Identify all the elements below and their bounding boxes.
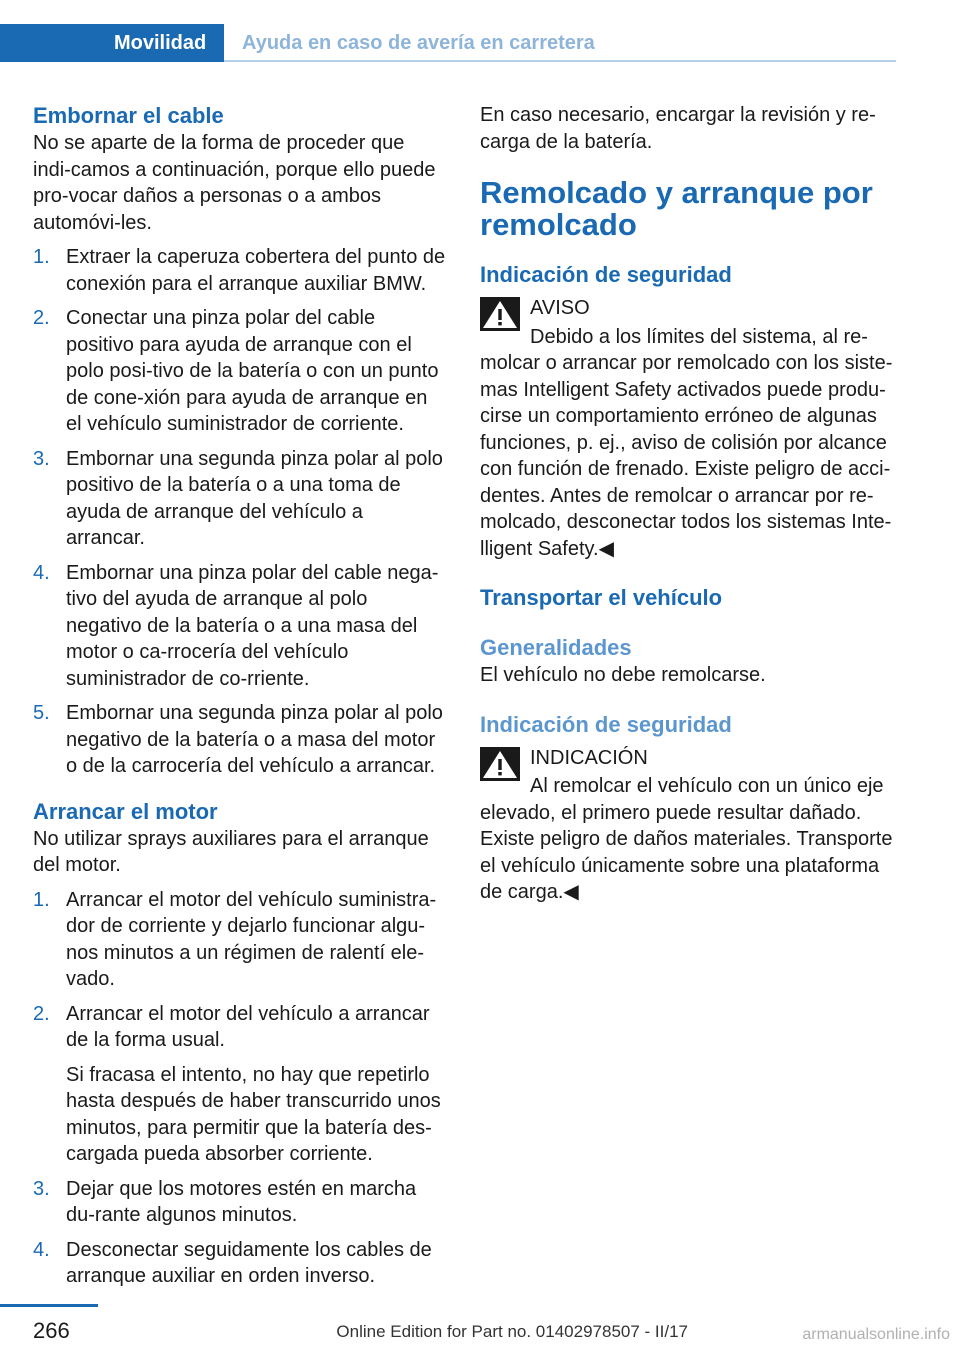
list-number: 4. (33, 1238, 50, 1261)
list-number: 3. (33, 447, 50, 470)
list-item (33, 1237, 447, 1290)
list-item (33, 700, 447, 780)
warning-triangle-icon (480, 747, 520, 781)
section-tab (0, 24, 224, 62)
warning-label: AVISO (530, 297, 590, 319)
chapter-tab (224, 24, 896, 62)
warning-text: molcar o arrancar por remolcado con los siste‐mas Intelligent Safety activados puede produ‐cirse un comportamiento erróneo de algunas funciones, p. ej., aviso de colisión por alcance con función de frenado. Existe peligro de acci‐dentes. Antes de remolcar o arrancar por re‐molcado, desconectar todos los sistemas Inte‐lligent Safety.◀ (480, 352, 893, 560)
list-text: Arrancar el motor del vehículo suministra‐dor de corriente y dejarlo funcionar algu‐nos minutos a un régimen de ralentí ele‐vado. (66, 888, 437, 990)
paragraph-embornar: No se aparte de la forma de proceder que indi‐camos a continuación, porque ello puede pro‐vocar daños a personas o a ambos automóvi‐les. (33, 132, 436, 234)
list-item (33, 446, 447, 552)
list-note: Si fracasa el intento, no hay que repetirlo hasta después de haber transcurrido unos minutos, para permitir que la batería des‐cargada pueda absorber corriente. (66, 1063, 441, 1165)
heading-seguridad-1: Indicación de seguridad (480, 262, 732, 287)
list-number: 5. (33, 702, 50, 724)
list-text: Embornar una segunda pinza polar al polo positivo de la batería o a una toma de ayuda de arranque del vehículo a arrancar. (66, 447, 443, 549)
list-item (33, 560, 447, 693)
list-text: Dejar que los motores estén en marcha du‐rante algunos minutos. (66, 1177, 417, 1226)
heading-arrancar: Arrancar el motor (33, 798, 218, 824)
list-text: Conectar una pinza polar del cable positivo para ayuda de arranque con el polo posi‐tivo de la batería o con un punto de cone‐xión para ayuda de arranque en el vehículo suministrador de corriente. (66, 307, 439, 435)
warning-text: elevado, el primero puede resultar dañado. Existe peligro de daños materiales. Transporte el vehículo únicamente sobre una plataforma de carga.◀ (480, 801, 893, 903)
steps-embornar (33, 244, 447, 780)
list-number: 3. (33, 1177, 50, 1200)
list-item (33, 1176, 447, 1229)
warning-triangle-icon (480, 297, 520, 331)
list-number: 4. (33, 561, 50, 584)
list-number: 2. (33, 1002, 50, 1025)
heading-seguridad-2: Indicación de seguridad (480, 711, 732, 737)
list-item (33, 1001, 447, 1168)
page-number: 266 (33, 1318, 70, 1343)
heading-remolcado: Remolcado y arranque por remolcado (480, 175, 873, 242)
watermark: armanualsonline.info (802, 1326, 950, 1343)
heading-transportar: Transportar el vehículo (480, 585, 723, 610)
list-text: Desconectar seguidamente los cables de arranque auxiliar en orden inverso. (66, 1238, 432, 1287)
steps-arrancar (33, 887, 447, 1290)
warning-aviso (480, 295, 894, 562)
list-text: Extraer la caperuza cobertera del punto de conexión para el arranque auxiliar BMW. (66, 246, 446, 295)
list-item (33, 305, 447, 438)
list-text: Embornar una pinza polar del cable nega‐tivo del ayuda de arranque al polo negativo de la batería o a una masa del motor o ca‐rrocería del vehículo suministrador de co‐rriente. (66, 561, 439, 690)
section-label: Movilidad (114, 32, 207, 54)
warning-text-first: Debido a los límites del sistema, al re‐ (530, 325, 868, 348)
right-column (480, 102, 894, 906)
paragraph-generalidades: El vehículo no debe remolcarse. (480, 664, 766, 686)
list-item (33, 244, 447, 297)
heading-generalidades: Generalidades (480, 635, 632, 660)
list-number: 2. (33, 307, 50, 329)
warning-text-first: Al remolcar el vehículo con un único eje (530, 775, 884, 797)
warning-label: INDICACIÓN (530, 746, 648, 769)
warning-indicacion (480, 745, 894, 906)
header-rule (224, 60, 896, 62)
chapter-label: Ayuda en caso de avería en carretera (242, 32, 595, 54)
paragraph-arrancar: No utilizar sprays auxiliares para el arranque del motor. (33, 827, 429, 876)
heading-embornar: Embornar el cable (33, 103, 224, 128)
footer-rule (0, 1304, 98, 1307)
list-text: Embornar una segunda pinza polar al polo negativo de la batería o a masa del motor o de la carrocería del vehículo a arrancar. (66, 702, 443, 777)
list-item (33, 887, 447, 993)
paragraph-bateria: En caso necesario, encargar la revisión y re‐carga de la batería. (480, 104, 876, 153)
page-header (0, 24, 896, 62)
list-text: Arrancar el motor del vehículo a arrancar de la forma usual. (66, 1002, 430, 1051)
edition-note: Online Edition for Part no. 01402978507 - II/17 (336, 1322, 688, 1341)
list-number: 1. (33, 888, 50, 911)
left-column (33, 102, 447, 1298)
list-number: 1. (33, 246, 50, 268)
